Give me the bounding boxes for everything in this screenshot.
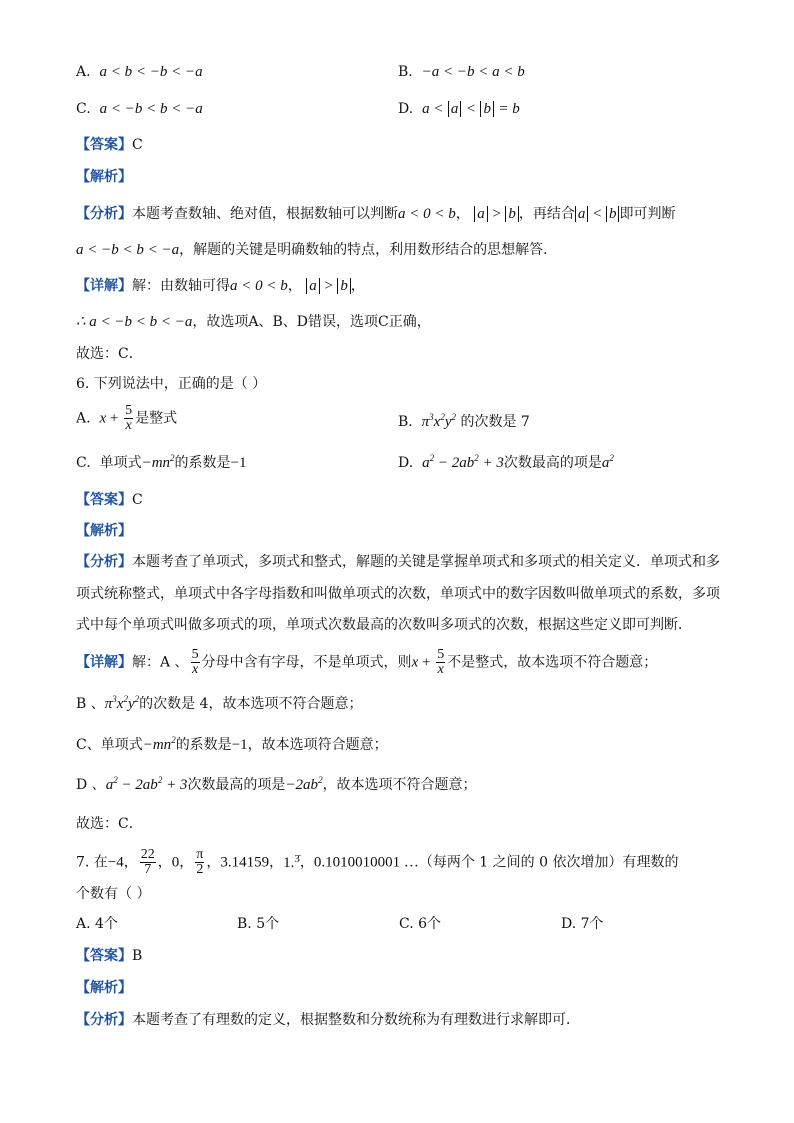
q7-answer: 【答案】B xyxy=(76,948,143,964)
q5-fenxi-line1: 【分析】本题考查数轴、绝对值，根据数轴可以判断a < 0 < b， a > b ，再结合 a < b 即可判断 xyxy=(76,206,676,222)
q6-option-c: C. 单项式$-mn^2$的系数是−1 xyxy=(76,453,247,471)
q5-option-a: A. a < b < −b < −a xyxy=(76,64,203,80)
q7-option-d: D. 7个 xyxy=(561,916,604,932)
q6-choose: 故选：C． xyxy=(76,816,143,832)
q6-detail-a: 【详解】解：A 、 $\frac{5}{x}$ 分母中含有字母，不是单项式，则x + $\frac{5}{x}$ 不是整式，故本选项不符合题意； xyxy=(76,647,658,677)
q6-detail-d: D 、$a^2 - 2ab^2 + 3$次数最高的项是$-2ab^2$，故本选项不符合题意； xyxy=(76,775,477,793)
q6-answer: 【答案】C xyxy=(76,492,143,508)
q7-fenxi-line1: 【分析】本题考查了有理数的定义，根据整数和分数统称为有理数进行求解即可． xyxy=(76,1012,580,1028)
q5-option-c: C. a < −b < b < −a xyxy=(76,101,203,117)
q5-fenxi-line2: a < −b < b < −a，解题的关键是明确数轴的特点，利用数形结合的思想解答． xyxy=(76,242,558,258)
q7-option-a: A. 4个 xyxy=(76,916,118,932)
q6-option-a: A. x + $\frac{5}{x}$ 是整式 xyxy=(76,403,178,433)
q7-option-c: C. 6个 xyxy=(399,916,442,932)
q6-analysis-heading: 【解析】 xyxy=(76,523,132,539)
q5-option-d: D. a < a < b = b xyxy=(398,101,520,117)
q6-detail-b: B 、$\pi^3x^2y^2$的次数是 4，故本选项不符合题意； xyxy=(76,694,363,712)
q6-fenxi-line1: 【分析】本题考查了单项式，多项式和整式，解题的关键是掌握单项式和多项式的相关定义．单项式和多 xyxy=(76,554,720,570)
q6-option-d: D. $a^2 - 2ab^2 + 3$次数最高的项是$a^2$ xyxy=(398,453,614,471)
q5-detail-line2: ∴ a < −b < b < −a，故选项A、B、D错误，选项C正确， xyxy=(76,314,431,330)
q6-detail-c: C、单项式$-mn^2$的系数是−1，故本选项符合题意； xyxy=(76,735,388,753)
q6-option-b: B. $\pi^3x^2y^2$ 的次数是 7 xyxy=(398,412,530,430)
q5-option-b: B. −a < −b < a < b xyxy=(398,64,525,80)
q7-analysis-heading: 【解析】 xyxy=(76,980,132,996)
q6-stem: 6. 下列说法中，正确的是（ ） xyxy=(76,376,267,392)
q5-analysis-heading: 【解析】 xyxy=(76,169,132,185)
q7-option-b: B. 5个 xyxy=(237,916,280,932)
q7-stem-line2: 个数有（ ） xyxy=(76,886,151,902)
q7-stem-line1: 7. 在−4， $\frac{22}{7}$ ，0， $\frac{\pi}{2}$ ，3.14159，1.$^{3̇}$，0.1010010001 …（每两个 1 之间的 0 依次增加）有理数的 xyxy=(76,847,679,877)
q5-choose: 故选：C． xyxy=(76,346,143,362)
q5-detail-line1: 【详解】解：由数轴可得a < 0 < b， a > b ， xyxy=(76,278,365,294)
q6-fenxi-line2: 项式统称整式，单项式中各字母指数和叫做单项式的次数，单项式中的数字因数叫做单项式的系数，多项 xyxy=(76,586,720,602)
q5-answer: 【答案】C xyxy=(76,137,143,153)
q6-fenxi-line3: 式中每个单项式叫做多项式的项，单项式次数最高的次数叫多项式的次数，根据这些定义即可判断． xyxy=(76,617,692,633)
